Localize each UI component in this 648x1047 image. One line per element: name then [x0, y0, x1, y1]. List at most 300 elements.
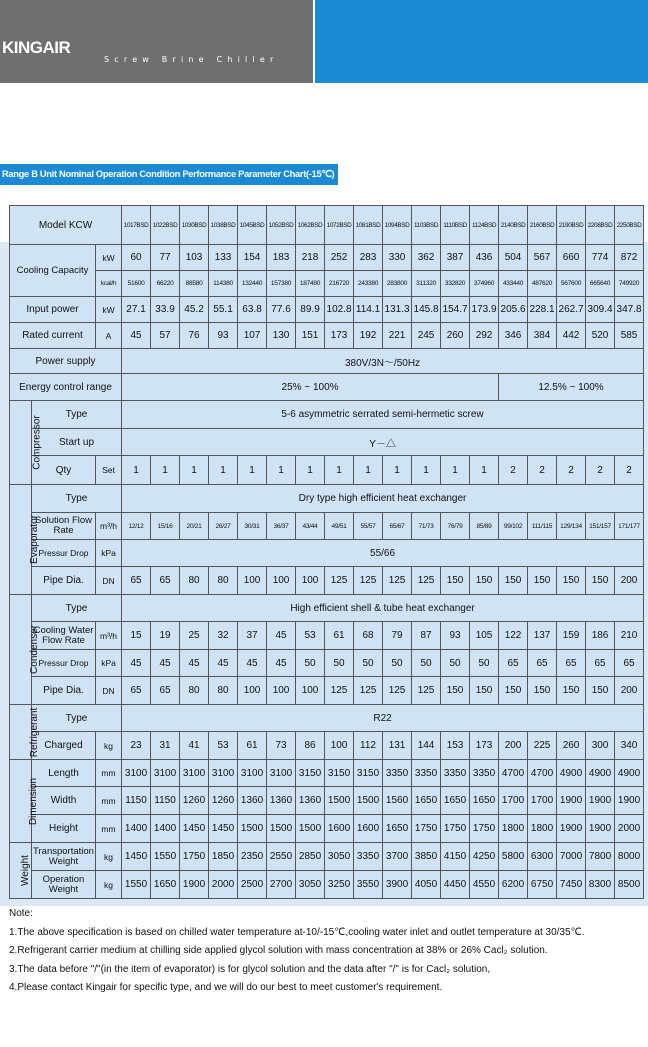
brand-logo: KINGAIR	[2, 38, 71, 57]
value-cell: 1038BSD	[209, 206, 238, 245]
value-cell: 55/57	[354, 513, 383, 540]
refrigerant-type-label: Type	[32, 705, 122, 732]
value-cell: 100	[238, 677, 267, 705]
value-cell: 131	[383, 732, 412, 760]
rated-current-label: Rated current	[10, 323, 96, 349]
value-cell: 3100	[151, 760, 180, 787]
value-cell: 225	[528, 732, 557, 760]
value-cell: 1750	[441, 815, 470, 843]
table-row	[10, 245, 644, 271]
unit-cell: mm	[96, 815, 122, 843]
value-cell: 173	[470, 732, 499, 760]
value-cell: 1650	[470, 787, 499, 815]
value-cell: 1900	[586, 815, 615, 843]
value-cell: 187480	[296, 271, 325, 297]
value-cell: 41	[180, 732, 209, 760]
value-cell: 3350	[470, 760, 499, 787]
value-cell: 88580	[180, 271, 209, 297]
value-cell: 73	[267, 732, 296, 760]
value-cell: 1017BSD	[122, 206, 151, 245]
value-cell: 65	[586, 650, 615, 677]
value-cell: 2350	[238, 843, 267, 871]
weight-transport-label: Transportation Weight	[32, 843, 96, 871]
value-cell: 4150	[441, 843, 470, 871]
value-cell: 3900	[383, 871, 412, 899]
value-cell: 245	[412, 323, 441, 349]
value-cell: 45.2	[180, 297, 209, 323]
value-cell: 23	[122, 732, 151, 760]
value-cell: 151	[296, 323, 325, 349]
value-cell: 347.8	[615, 297, 644, 323]
value-cell: 7450	[557, 871, 586, 899]
value-cell: 65	[122, 567, 151, 595]
value-cell: 45	[122, 323, 151, 349]
value-cell: 1	[296, 456, 325, 485]
dimension-length-label: Length	[32, 760, 96, 787]
value-cell: 71/73	[412, 513, 441, 540]
value-cell: 1110BSD	[441, 206, 470, 245]
value-cell: 1	[354, 456, 383, 485]
energy-control-value-b: 12.5% ~ 100%	[499, 374, 644, 401]
value-cell: 1094BSD	[383, 206, 412, 245]
value-cell: 4050	[412, 871, 441, 899]
category-weight-text: Weight	[19, 855, 31, 886]
unit-cell: kcal/h	[96, 271, 122, 297]
value-cell: 45	[238, 650, 267, 677]
note-1: 1.The above specification is based on chilled water temperature at-10/-15℃,cooling water inlet and outlet temperature at 30/35℃.	[9, 926, 585, 938]
value-cell: 340	[615, 732, 644, 760]
table-row	[10, 705, 644, 732]
value-cell: 173	[325, 323, 354, 349]
value-cell: 93	[209, 323, 238, 349]
value-cell: 100	[267, 567, 296, 595]
value-cell: 1360	[238, 787, 267, 815]
value-cell: 2	[557, 456, 586, 485]
value-cell: 37	[238, 622, 267, 650]
evaporator-drop-value: 55/66	[122, 540, 644, 567]
value-cell: 1500	[354, 787, 383, 815]
value-cell: 80	[209, 677, 238, 705]
brand-tagline: Screw Brine Chiller	[104, 55, 279, 64]
unit-cell: kW	[96, 297, 122, 323]
value-cell: 4700	[499, 760, 528, 787]
value-cell: 154	[238, 245, 267, 271]
evaporator-type-value: Dry type high efficient heat exchanger	[122, 485, 644, 513]
table-row	[10, 456, 644, 485]
value-cell: 1400	[151, 815, 180, 843]
value-cell: 300	[586, 732, 615, 760]
value-cell: 150	[528, 677, 557, 705]
value-cell: 1	[267, 456, 296, 485]
table-row	[10, 513, 644, 540]
value-cell: 3050	[325, 843, 354, 871]
value-cell: 872	[615, 245, 644, 271]
value-cell: 50	[412, 650, 441, 677]
value-cell: 50	[325, 650, 354, 677]
value-cell: 216720	[325, 271, 354, 297]
value-cell: 45	[151, 650, 180, 677]
value-cell: 137	[528, 622, 557, 650]
value-cell: 65	[151, 567, 180, 595]
value-cell: 153	[441, 732, 470, 760]
condenser-type-label: Type	[32, 595, 122, 622]
value-cell: 111/115	[528, 513, 557, 540]
value-cell: 1750	[412, 815, 441, 843]
value-cell: 2	[499, 456, 528, 485]
value-cell: 1900	[615, 787, 644, 815]
value-cell: 171/177	[615, 513, 644, 540]
value-cell: 150	[557, 567, 586, 595]
value-cell: 65	[557, 650, 586, 677]
value-cell: 150	[528, 567, 557, 595]
value-cell: 749920	[615, 271, 644, 297]
unit-cell: mm	[96, 760, 122, 787]
value-cell: 332820	[441, 271, 470, 297]
value-cell: 8300	[586, 871, 615, 899]
value-cell: 36/37	[267, 513, 296, 540]
value-cell: 100	[267, 677, 296, 705]
value-cell: 4900	[557, 760, 586, 787]
value-cell: 80	[180, 567, 209, 595]
value-cell: 6750	[528, 871, 557, 899]
value-cell: 1450	[209, 815, 238, 843]
value-cell: 99/102	[499, 513, 528, 540]
value-cell: 1750	[180, 843, 209, 871]
unit-cell: m³/h	[96, 622, 122, 650]
value-cell: 1103BSD	[412, 206, 441, 245]
unit-cell: kg	[96, 732, 122, 760]
value-cell: 221	[383, 323, 412, 349]
value-cell: 125	[412, 677, 441, 705]
value-cell: 1	[122, 456, 151, 485]
value-cell: 150	[586, 567, 615, 595]
value-cell: 2500	[238, 871, 267, 899]
value-cell: 1900	[586, 787, 615, 815]
value-cell: 65	[615, 650, 644, 677]
value-cell: 150	[586, 677, 615, 705]
value-cell: 1052BSD	[267, 206, 296, 245]
value-cell: 1	[180, 456, 209, 485]
value-cell: 93	[441, 622, 470, 650]
value-cell: 65	[499, 650, 528, 677]
value-cell: 1550	[122, 871, 151, 899]
evaporator-pipe-label: Pipe Dia.	[32, 567, 96, 595]
unit-cell: kPa	[96, 650, 122, 677]
value-cell: 1800	[528, 815, 557, 843]
note-2: 2.Refrigerant carrier medium at chilling side applied glycol solution with mass concentration at 38% or 26% Cacl₂ solution.	[9, 945, 548, 956]
value-cell: 1500	[325, 787, 354, 815]
value-cell: 665640	[586, 271, 615, 297]
value-cell: 210	[615, 622, 644, 650]
evaporator-type-label: Type	[32, 485, 122, 513]
value-cell: 114380	[209, 271, 238, 297]
value-cell: 186	[586, 622, 615, 650]
value-cell: 65/67	[383, 513, 412, 540]
value-cell: 436	[470, 245, 499, 271]
value-cell: 7800	[586, 843, 615, 871]
value-cell: 2700	[267, 871, 296, 899]
category-condenser-text: Condenser	[28, 625, 40, 674]
value-cell: 76/79	[441, 513, 470, 540]
category-dimension	[10, 760, 40, 843]
value-cell: 26/27	[209, 513, 238, 540]
value-cell: 45	[209, 650, 238, 677]
value-cell: 1062BSD	[296, 206, 325, 245]
value-cell: 66220	[151, 271, 180, 297]
value-cell: 30/31	[238, 513, 267, 540]
value-cell: 192	[354, 323, 383, 349]
note-4: 4.Please contact Kingair for specific type, and we will do our best to meet customer's requirement.	[9, 982, 443, 993]
value-cell: 1600	[354, 815, 383, 843]
value-cell: 442	[557, 323, 586, 349]
evaporator-flow-label: Solution Flow Rate	[32, 513, 96, 540]
value-cell: 1450	[122, 843, 151, 871]
value-cell: 150	[441, 677, 470, 705]
table-row	[10, 787, 644, 815]
value-cell: 292	[470, 323, 499, 349]
unit-cell: kg	[96, 871, 122, 899]
value-cell: 100	[296, 567, 325, 595]
value-cell: 85/89	[470, 513, 499, 540]
value-cell: 15	[122, 622, 151, 650]
unit-cell: DN	[96, 567, 122, 595]
table-row	[10, 540, 644, 567]
value-cell: 1600	[325, 815, 354, 843]
value-cell: 87	[412, 622, 441, 650]
table-row	[10, 871, 644, 899]
value-cell: 1700	[499, 787, 528, 815]
value-cell: 183	[267, 245, 296, 271]
value-cell: 125	[383, 677, 412, 705]
value-cell: 114.1	[354, 297, 383, 323]
value-cell: 2	[528, 456, 557, 485]
value-cell: 1650	[151, 871, 180, 899]
value-cell: 2000	[209, 871, 238, 899]
value-cell: 374960	[470, 271, 499, 297]
value-cell: 86	[296, 732, 325, 760]
value-cell: 362	[412, 245, 441, 271]
value-cell: 200	[615, 567, 644, 595]
value-cell: 1	[441, 456, 470, 485]
chart-title: Range B Unit Nominal Operation Condition Performance Parameter Chart(-15℃)	[0, 164, 338, 185]
category-compressor	[10, 401, 43, 485]
value-cell: 131.3	[383, 297, 412, 323]
value-cell: 260	[441, 323, 470, 349]
value-cell: 1	[238, 456, 267, 485]
value-cell: 1750	[470, 815, 499, 843]
value-cell: 3150	[354, 760, 383, 787]
refrigerant-type-value: R22	[122, 705, 644, 732]
category-compressor-text: Compressor	[31, 415, 43, 470]
value-cell: 1500	[296, 815, 325, 843]
category-dimension-text: Dimension	[28, 777, 40, 825]
value-cell: 129/134	[557, 513, 586, 540]
value-cell: 3100	[209, 760, 238, 787]
value-cell: 20/21	[180, 513, 209, 540]
model-label: Model KCW	[10, 206, 122, 245]
value-cell: 53	[209, 732, 238, 760]
energy-control-value-a: 25% ~ 100%	[122, 374, 499, 401]
value-cell: 1900	[557, 815, 586, 843]
value-cell: 157380	[267, 271, 296, 297]
value-cell: 65	[151, 677, 180, 705]
value-cell: 1500	[267, 815, 296, 843]
spec-table-body	[10, 206, 644, 899]
power-supply-value: 380V/3N～/50Hz	[122, 349, 644, 374]
unit-cell: kW	[96, 245, 122, 271]
value-cell: 2850	[296, 843, 325, 871]
table-row	[10, 815, 644, 843]
value-cell: 3100	[122, 760, 151, 787]
condenser-type-value: High efficient shell & tube heat exchanger	[122, 595, 644, 622]
value-cell: 125	[325, 677, 354, 705]
value-cell: 283800	[383, 271, 412, 297]
unit-cell: kPa	[96, 540, 122, 567]
value-cell: 25	[180, 622, 209, 650]
value-cell: 1260	[180, 787, 209, 815]
header-right-panel	[315, 0, 648, 83]
value-cell: 567600	[557, 271, 586, 297]
value-cell: 2	[586, 456, 615, 485]
condenser-flow-label: Cooling Water Flow Rate	[32, 622, 96, 650]
value-cell: 77	[151, 245, 180, 271]
value-cell: 4900	[615, 760, 644, 787]
value-cell: 50	[470, 650, 499, 677]
value-cell: 112	[354, 732, 383, 760]
value-cell: 660	[557, 245, 586, 271]
value-cell: 2140BSD	[499, 206, 528, 245]
value-cell: 3550	[354, 871, 383, 899]
value-cell: 252	[325, 245, 354, 271]
table-row	[10, 206, 644, 245]
value-cell: 130	[267, 323, 296, 349]
table-row	[10, 567, 644, 595]
table-row	[10, 374, 644, 401]
value-cell: 4250	[470, 843, 499, 871]
value-cell: 173.9	[470, 297, 499, 323]
value-cell: 3350	[412, 760, 441, 787]
cooling-capacity-label: Cooling Capacity	[10, 245, 96, 297]
value-cell: 311320	[412, 271, 441, 297]
unit-cell: m³/h	[96, 513, 122, 540]
value-cell: 80	[209, 567, 238, 595]
unit-cell: Set	[96, 456, 122, 485]
compressor-qty-label: Qty	[32, 456, 96, 485]
table-row	[10, 323, 644, 349]
value-cell: 1650	[383, 815, 412, 843]
value-cell: 3350	[383, 760, 412, 787]
value-cell: 346	[499, 323, 528, 349]
table-row	[10, 650, 644, 677]
value-cell: 3700	[383, 843, 412, 871]
value-cell: 50	[296, 650, 325, 677]
value-cell: 68	[354, 622, 383, 650]
value-cell: 1	[209, 456, 238, 485]
value-cell: 125	[354, 567, 383, 595]
value-cell: 65	[528, 650, 557, 677]
value-cell: 200	[615, 677, 644, 705]
category-refrigerant	[10, 705, 41, 760]
value-cell: 1	[470, 456, 499, 485]
compressor-startup-value: Y－△	[122, 429, 644, 456]
value-cell: 3100	[267, 760, 296, 787]
value-cell: 1500	[238, 815, 267, 843]
value-cell: 79	[383, 622, 412, 650]
value-cell: 132440	[238, 271, 267, 297]
value-cell: 61	[325, 622, 354, 650]
value-cell: 125	[412, 567, 441, 595]
value-cell: 150	[557, 677, 586, 705]
value-cell: 19	[151, 622, 180, 650]
value-cell: 145.8	[412, 297, 441, 323]
value-cell: 53	[296, 622, 325, 650]
value-cell: 77.6	[267, 297, 296, 323]
evaporator-drop-label: Pressur Drop	[32, 540, 96, 567]
table-row	[10, 595, 644, 622]
value-cell: 1450	[180, 815, 209, 843]
table-row	[10, 349, 644, 374]
value-cell: 8000	[615, 843, 644, 871]
category-condenser	[10, 595, 40, 705]
value-cell: 2160BSD	[528, 206, 557, 245]
table-row	[10, 297, 644, 323]
value-cell: 330	[383, 245, 412, 271]
value-cell: 43/44	[296, 513, 325, 540]
value-cell: 8500	[615, 871, 644, 899]
condenser-pipe-label: Pipe Dia.	[32, 677, 96, 705]
value-cell: 2000	[615, 815, 644, 843]
value-cell: 60	[122, 245, 151, 271]
power-supply-label: Power supply	[10, 349, 122, 374]
value-cell: 520	[586, 323, 615, 349]
value-cell: 387	[441, 245, 470, 271]
value-cell: 1900	[557, 787, 586, 815]
table-row	[10, 760, 644, 787]
value-cell: 80	[180, 677, 209, 705]
value-cell: 1560	[383, 787, 412, 815]
value-cell: 4450	[441, 871, 470, 899]
value-cell: 31	[151, 732, 180, 760]
value-cell: 1022BSD	[151, 206, 180, 245]
value-cell: 1650	[412, 787, 441, 815]
value-cell: 150	[470, 677, 499, 705]
value-cell: 3150	[325, 760, 354, 787]
value-cell: 33.9	[151, 297, 180, 323]
compressor-type-value: 5-6 asymmetric serrated semi-hermetic screw	[122, 401, 644, 429]
value-cell: 49/51	[325, 513, 354, 540]
value-cell: 1150	[151, 787, 180, 815]
value-cell: 2190BSD	[557, 206, 586, 245]
value-cell: 61	[238, 732, 267, 760]
dimension-width-label: Width	[32, 787, 96, 815]
value-cell: 12/12	[122, 513, 151, 540]
value-cell: 567	[528, 245, 557, 271]
value-cell: 1	[325, 456, 354, 485]
value-cell: 218	[296, 245, 325, 271]
value-cell: 205.6	[499, 297, 528, 323]
value-cell: 154.7	[441, 297, 470, 323]
value-cell: 3100	[180, 760, 209, 787]
value-cell: 4700	[528, 760, 557, 787]
value-cell: 6300	[528, 843, 557, 871]
value-cell: 2550	[267, 843, 296, 871]
value-cell: 3250	[325, 871, 354, 899]
value-cell: 4550	[470, 871, 499, 899]
value-cell: 102.8	[325, 297, 354, 323]
value-cell: 89.9	[296, 297, 325, 323]
value-cell: 1400	[122, 815, 151, 843]
value-cell: 3150	[296, 760, 325, 787]
